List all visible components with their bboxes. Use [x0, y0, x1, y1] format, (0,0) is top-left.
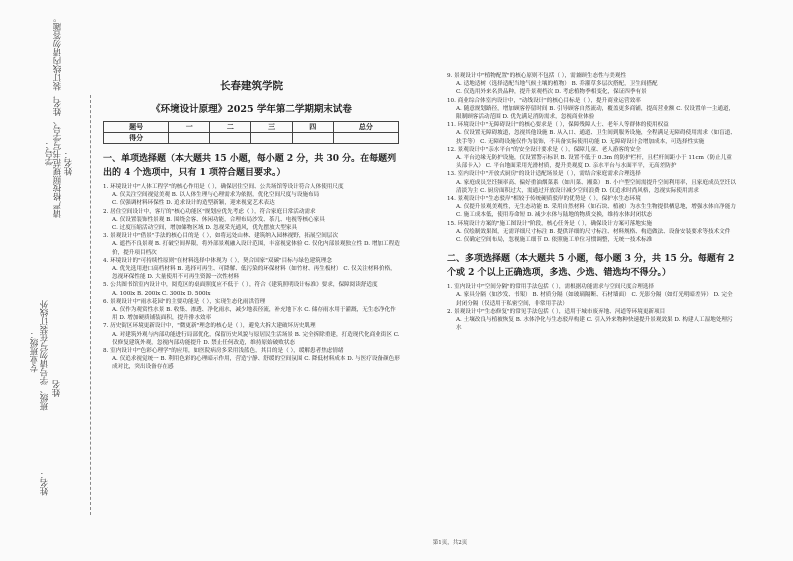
school-name: 长春建筑学院 [220, 80, 283, 92]
question-options: A. 仅设置装饰性景观 B. 围绕会客、休闲功能，合理布局沙发、茶几、电视等核心家具 [112, 216, 325, 223]
score-cell[interactable] [292, 133, 333, 144]
question-options: A. 仅追求视觉统一 B. 利用色彩的心理暗示作用，营造宁静、舒缓的空间氛围 C. 降低材料成本 D. 与医疗设备颜色形成对比，突出设备存在感 [112, 356, 400, 371]
score-cell[interactable] [169, 133, 210, 144]
question-options: C. 仅选用外来名贵品种，提升景观档次 D. 考虑植物季相变化，保证四季有景 [456, 89, 647, 96]
question-13 [447, 170, 737, 195]
binding-name-mark: 姓名 [52, 380, 62, 397]
section1-heading: 一、单项选择题（本大题共 15 小题，每小题 2 分，共 30 分。在每题列出的 4 个选项中，只有 1 项符合题目要求。） [103, 154, 397, 178]
question-stem: 14. 景观设计中"生态驳岸"相较于传统硬质驳岸的优势是（ ），保护水生态环境 [447, 196, 641, 203]
major-class-label: 专业班级： [30, 330, 40, 373]
question-stem: 1. 环境设计中"人体工程学"的核心作用是（ ），确保居住空间、公共场馆等设计符合人体使用尺度 [103, 184, 344, 190]
question-options: A. 家庭成员烹饪频率高、偏好重油烟菜系（如川菜、湘菜） B. 小户型空间需提升空间利用率，且家庭成员烹饪以清淡为主 C. 厨房面积过大，需通过开放设计减少空间浪费 D. 仅追求时尚风格，忽视实际使用需求 [456, 179, 736, 194]
question-stem: 8. 室内设计中"色彩心理学"的应用，如医院病房多采用浅蓝色，其目的是（ ），缓解患者焦虑情绪 [103, 348, 344, 355]
question-options: A. 土壤改良与植被恢复 B. 水体净化与生态驳岸构建 C. 引入外来物种快速提升景观效果 D. 构建人工湿地处理污水 [456, 317, 733, 332]
score-cell: 总分 [333, 122, 398, 133]
question-3 [103, 232, 400, 257]
question-stem: 2. 景观设计中"生态修复"的常见手法包括（ ），适用于城市废弃地、河道等环境更新项目 [447, 308, 666, 315]
question-stem: 11. 环境设计中"无障碍设计"的核心要求是（ ），保障残障人士、老年人等群体的使用权益 [447, 122, 669, 129]
score-cell[interactable] [333, 133, 398, 144]
exam-title: 《环境设计原理》2025 学年第二学期期末试卷 [151, 104, 352, 115]
question-stem: 5. 公共图书馆室内设计中，阅览区的桌面照度应不低于（ ），符合《建筑照明设计标准》要求，保障阅读舒适度 [103, 282, 378, 289]
question-options: A. 遮挡不良景观 B. 打破空间界限，将外部景观融入设计范围，丰富视觉体验 C. 仅化内部景观独立性 D. 增加工程造价，提升项目档次 [112, 241, 400, 256]
question-options: A. 家具分隔（如沙发、书架） B. 材质分隔（如玻璃隔断、石材墙面） C. 光影分隔（如灯光明暗差异） D. 完全封闭分隔（仅适用于私密空间，非常用手法） [456, 292, 733, 307]
question-stem: 3. 景观设计中"借景"手法的核心目的是（ ），如将远处山林、建筑纳入园林视野，拓展空间层次 [103, 233, 338, 240]
score-table-header-row [104, 122, 399, 133]
question-stem: 12. 景观设计中"亲水平台"的安全设计要求是（ ），保障儿童、老人游客的安全 [447, 146, 641, 153]
question-14 [447, 195, 737, 220]
question-15 [447, 220, 737, 245]
score-cell: 四 [292, 122, 333, 133]
left-column [103, 78, 400, 508]
question-options: A. 优先选用进口高档材料 B. 选择可再生、可降解、低污染的环保材料（如竹材、再生板材） C. 仅关注材料价格，忽视环保性能 D. 大量使用不可再生资源一次性材料 [112, 266, 396, 281]
question-11 [447, 121, 737, 146]
question-options: A. 仅提升景观美观性，无生态功能 B. 采用自然材料（如石块、植被）为水生生物提供栖息地，增强水体自净能力 C. 施工成本低，使用寿命短 D. 减少水体与陆地的物质交换，维持水体封闭状态 [456, 204, 736, 219]
question-options: A. 仅关注空间视觉美观 B. 以人体生理与心理需求为依据，优化空间尺度与设施布局 [112, 192, 320, 199]
question-6 [103, 298, 400, 323]
question-7 [103, 322, 400, 347]
score-cell: 题号 [104, 122, 169, 133]
question-stem: 15. 环境设计方案的"施工图设计"阶段，核心任务是（ ），确保设计方案可落地实施 [447, 220, 652, 227]
multi-question-1 [447, 283, 737, 308]
question-options: A. 对建筑外观与内部功能进行局部优化，保留历史风貌与原居民生活场景 B. 完全拆除重建，打造现代化商业街区 C. 仅修复建筑外观，忽视内部功能提升 D. 禁止任何改造，维持原始破败状态 [112, 331, 400, 346]
score-cell[interactable] [210, 133, 251, 144]
score-table-score-row [104, 133, 399, 144]
score-table [103, 121, 399, 144]
question-stem: 9. 景观设计中"植物配置"的核心原则不包括（ ），需兼顾生态性与美观性 [447, 73, 627, 79]
question-options: C. 过度压缩活动空间，增加储物区域 D. 忽视采光通风，优先摆放大型家具 [112, 225, 298, 232]
question-options: A. 100lx B. 200lx C. 300lx D. 500lx [112, 290, 211, 297]
question-list-right [447, 72, 737, 244]
question-8 [103, 347, 400, 372]
question-list-multi [447, 283, 737, 332]
name-label-bottom: 姓名： [40, 470, 50, 496]
question-2 [103, 208, 400, 233]
question-5 [103, 281, 400, 297]
question-1 [103, 183, 400, 208]
question-10 [447, 97, 737, 122]
right-column [447, 72, 737, 512]
question-stem: 10. 商业综合体室内设计中，"动线设计"的核心目标是（ ），提升商业运营效率 [447, 97, 641, 104]
question-options: A. 平台边缘无防护设施，仅设置警示标识 B. 设置不低于 0.3m 的防护栏杆，且栏杆间距小于 11cm（防止儿童头部卡入） C. 平台地面采用光滑材质，提升美观度 D. 亲水平台与水面平平，无高差防护 [456, 155, 732, 170]
score-cell: 三 [251, 122, 292, 133]
question-options: C. 仅强调材料环保性 D. 追求设计的造型新颖，迎来视觉艺术表达 [112, 200, 275, 207]
score-cell: 二 [210, 122, 251, 133]
sidebar-instructions: 请严格按照规范书写学号、姓名，装订线内请勿答题。 [53, 14, 63, 218]
question-list-left [103, 183, 400, 372]
multi-question-2 [447, 308, 737, 333]
question-stem: 2. 居住空间设计中，客厅的"核心功能区"规划应优先考虑（ ），符合家庭日常活动需求 [103, 208, 316, 215]
question-options: A. 随意规划路径，增加顾客停留时间 B. 引导顾客自然流动，覆盖更多商铺，提高营业额 C. 仅设置单一主通道，限制顾客活动范围 D. 优先满足消防需求，忽视商业体验 [456, 105, 735, 121]
binding-line-note: 班级、学号请勿写在装订线外 [40, 300, 50, 411]
question-stem: 13. 室内设计中"开放式厨房"的设计适配场景是（ ），需结合家庭需求合理选择 [447, 171, 641, 178]
question-stem: 6. 景观设计中"雨水花园"的主要功能是（ ），实现生态化雨洪管理 [103, 298, 266, 305]
score-cell[interactable] [251, 133, 292, 144]
question-4 [103, 257, 400, 282]
question-stem: 4. 环境设计的"可持续性原则"在材料选择中体现为（ ），契合国家"双碳"目标与绿色建筑理念 [103, 257, 332, 264]
binding-margin [0, 0, 100, 561]
question-stem: 1. 室内设计中"空间分隔"的常用手法包括（ ），需根据功能需求与空间尺度合理选择 [447, 284, 655, 291]
section2-heading: 二、多项选择题（本大题共 5 小题，每小题 3 分，共 15 分。每题有 2 个或 2 个以上正确选项，多选、少选、错选均不得分。） [447, 254, 735, 279]
question-9 [447, 72, 737, 97]
question-options: A. 仅绘制效果图，无需详细尺寸标注 B. 提供详细的尺寸标注、材料规格、构造做法、设备安装要求等技术文件 C. 仅确定空间布局，忽视施工细节 D. 依照施工单位习惯调整，无统一技术标准 [456, 228, 731, 244]
score-cell: 一 [169, 122, 210, 133]
question-options: A. 仅设置无障碍坡道，忽视其他设施 B. 从入口、通道、卫生间到服务设施，全程满足无障碍使用需求（如盲道、扶手等） C. 无障碍设施仅作为装饰，不具备实际使用功能 D. 无障碍设计会增加成本，可选择性实施 [456, 130, 736, 145]
question-stem: 7. 历史街区环境更新设计中，"微更新"理念的核心是（ ），避免大拆大建破坏历史肌理 [103, 323, 316, 330]
page-number: 第1页，共2页 [432, 540, 468, 546]
question-options: A. 仅作为观赏性水景 B. 收集、渗透、净化雨水，减少地表径流，补充地下水 C. 储存雨水用于灌溉，无生态净化作用 D. 增加硬质铺装面积，提升排水效率 [112, 307, 396, 322]
name-label-top: 姓名： [64, 150, 74, 176]
binding-dashed-line [90, 95, 91, 515]
question-12 [447, 146, 737, 171]
score-cell: 得分 [104, 133, 169, 144]
question-options: A. 适地适树（选择适配当地气候土壤的植物） B. 乔灌草多层次搭配，卫生间搭配 [456, 81, 658, 88]
student-id-label: 学号： [45, 140, 55, 166]
